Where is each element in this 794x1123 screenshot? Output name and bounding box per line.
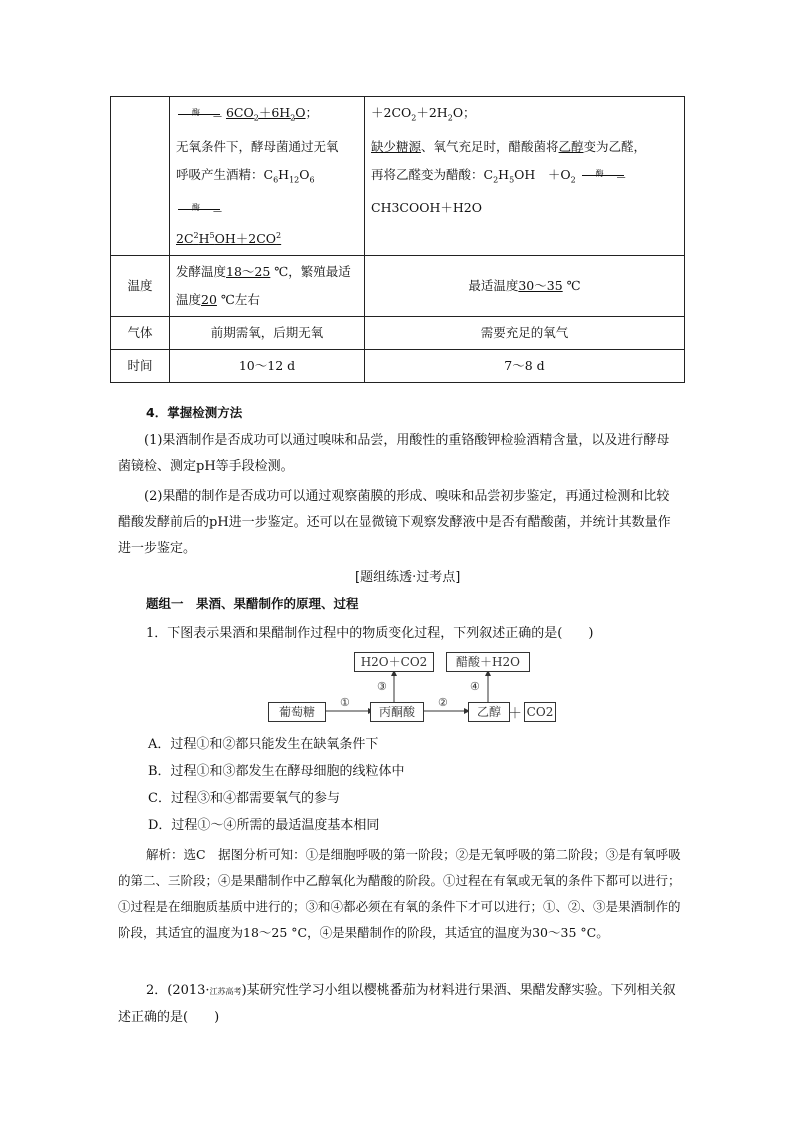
paragraph-vinegar-detection: (2)果醋的制作是否成功可以通过观察菌膜的形成、嗅味和品尝初步鉴定，再通过检测和比较醋酸发酵前后的pH进一步鉴定。还可以在显微镜下观察发酵液中是否有醋酸菌，并统计其数量作进一步鉴定。 xyxy=(118,489,671,556)
table-label-time: 时间 xyxy=(111,350,170,383)
table-cell-vinegar-time: 7～8 d xyxy=(365,350,685,383)
option-c: C．过程③和④都需要氧气的参与 xyxy=(148,791,340,806)
step-1-label: ① xyxy=(340,696,350,709)
box-ethanol: 乙醇 xyxy=(468,702,510,722)
option-b: B．过程①和③都发生在酵母细胞的线粒体中 xyxy=(148,764,405,779)
table-label-temperature: 温度 xyxy=(111,256,170,317)
question-2-stem: 2．(2013·江苏高考)某研究性学习小组以樱桃番茄为材料进行果酒、果醋发酵实验。下列相关叙述正确的是( ) xyxy=(118,983,676,1025)
table-cell-vinegar-reaction: $+2CO_2+2H_2O$； 缺少糖源、氧气充足时，醋酸菌将乙醇变为乙醛， 再将乙醛变为醋酸：$C_2H_5OH$ $+O_2$ 酶 — CH3COOH＋H2O xyxy=(365,97,685,256)
practice-header: [题组练透·过考点] xyxy=(355,570,461,585)
question-1-stem: 1．下图表示果酒和果醋制作过程中的物质变化过程，下列叙述正确的是( ) xyxy=(146,626,594,641)
question-1-analysis: 解析：选C 据图分析可知：①是细胞呼吸的第一阶段；②是无氧呼吸的第二阶段；③是有氧呼吸的第二、三阶段；④是果醋制作中乙醇氧化为醋酸的阶段。①过程在有氧或无氧的条件下都可以进行；①过程是在细胞质基质中进行的；③和④都必须在有氧的条件下才可以进行；①、②、③是果酒制作的阶段，其适宜的温度为18～25 °C，④是果醋制作的阶段，其适宜的温度为30～35 °C。 xyxy=(118,847,681,940)
table-label-gas: 气体 xyxy=(111,317,170,350)
section-heading: 4．掌握检测方法 xyxy=(146,405,243,420)
box-acetic-h2o: 醋酸＋H2O xyxy=(446,652,530,672)
reaction-arrow: 酶 — xyxy=(580,168,626,182)
reaction-arrow: 酶 — xyxy=(176,202,222,216)
option-d: D．过程①～④所需的最适温度基本相同 xyxy=(148,818,380,833)
table-cell-wine-gas: 前期需氧，后期无氧 xyxy=(170,317,365,350)
table-cell-vinegar-gas: 需要充足的氧气 xyxy=(365,317,685,350)
wine-product: $2C^2H^5OH+2CO^2$ xyxy=(176,231,282,247)
paragraph-wine-detection: (1)果酒制作是否成功可以通过嗅味和品尝，用酸性的重铬酸钾检验酒精含量，以及进行酵母菌镜检、测定pH等手段检测。 xyxy=(118,433,670,474)
step-2-label: ② xyxy=(438,696,448,709)
table-cell-wine-temp: 发酵温度18～25 ℃，繁殖最适 温度20 ℃左右 xyxy=(170,256,365,317)
box-glucose: 葡萄糖 xyxy=(268,702,326,722)
table-cell-wine-reaction: 酶 — $6CO_2+6H_2O$； 无氧条件下，酵母菌通过无氧 呼吸产生酒精：$C_6H_{12}O_6$ 酶 — $2C^2H^5OH+2CO^2$ xyxy=(170,97,365,256)
group-title: 题组一 果酒、果醋制作的原理、过程 xyxy=(146,596,359,611)
step-4-label: ④ xyxy=(470,680,480,693)
table-cell-wine-time: 10～12 d xyxy=(170,350,365,383)
box-h2o-co2: H2O＋CO2 xyxy=(354,652,434,672)
plus-sign: ＋ xyxy=(508,706,522,722)
option-a: A．过程①和②都只能发生在缺氧条件下 xyxy=(148,737,379,752)
box-co2: CO2 xyxy=(524,702,556,722)
table-cell-vinegar-temp: 最适温度30～35 ℃ xyxy=(365,256,685,317)
box-pyruvate: 丙酮酸 xyxy=(370,702,424,722)
step-3-label: ③ xyxy=(377,680,387,693)
reaction-arrow: 酶 — xyxy=(176,107,222,121)
